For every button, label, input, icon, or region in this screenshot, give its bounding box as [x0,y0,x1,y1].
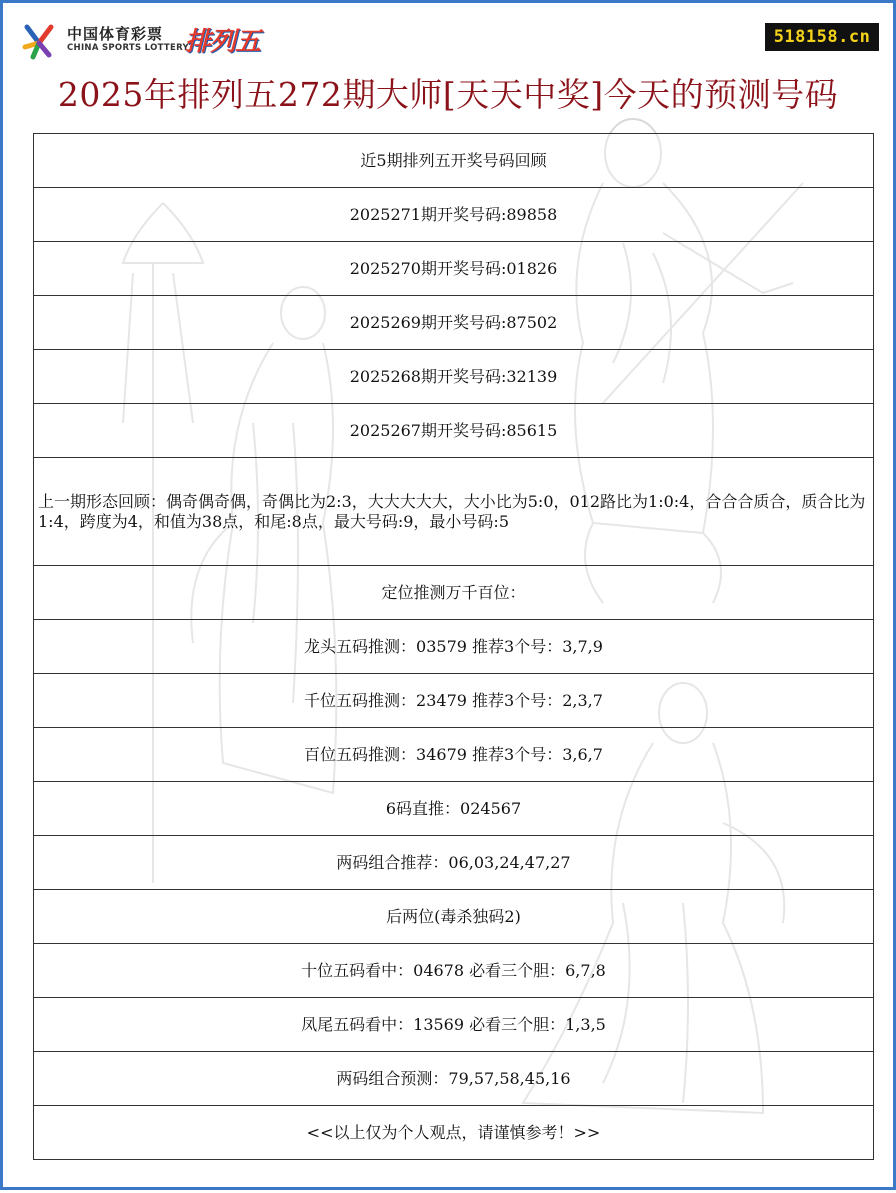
table-row [34,350,874,404]
china-sports-lottery-logo [19,19,289,63]
logo-chinese-text: 中国体育彩票 [67,25,164,43]
logo-english-text: CHINA SPORTS LOTTERY [67,43,189,53]
table-cell: 2025268期开奖号码:32139 [34,350,874,404]
table-cell: 龙头五码推测：03579 推荐3个号：3,7,9 [34,620,874,674]
table-cell: 2025269期开奖号码:87502 [34,296,874,350]
table-cell: 后两位(毒杀独码2) [34,890,874,944]
table-row [34,404,874,458]
header [3,3,893,133]
table-row [34,458,874,566]
table-row [34,944,874,998]
table-cell: 2025271期开奖号码:89858 [34,188,874,242]
prediction-table [33,133,874,1160]
table-row [34,134,874,188]
page-title: 2025年排列五272期大师[天天中奖]今天的预测号码 [57,75,839,114]
table-cell: 十位五码看中：04678 必看三个胆：6,7,8 [34,944,874,998]
table-row [34,242,874,296]
table-row [34,890,874,944]
table-cell: 6码直推：024567 [34,782,874,836]
table-row [34,1052,874,1106]
table-cell: 2025267期开奖号码:85615 [34,404,874,458]
table-cell: 两码组合预测：79,57,58,45,16 [34,1052,874,1106]
table-row [34,620,874,674]
table-row [34,674,874,728]
table-row [34,782,874,836]
table-row [34,188,874,242]
table-cell: 百位五码推测：34679 推荐3个号：3,6,7 [34,728,874,782]
logo-brand-text: 排列五 [185,27,261,57]
table-cell: 上一期形态回顾：偶奇偶奇偶，奇偶比为2:3，大大大大大，大小比为5:0，012路比为1:0:4，合合合质合，质合比为1:4，跨度为4，和值为38点，和尾:8点，最大号码:9，最小号码:5 [34,458,874,566]
table-row [34,1106,874,1160]
site-badge[interactable]: 518158.cn [765,23,879,51]
table-row [34,728,874,782]
table-cell: <<以上仅为个人观点，请谨慎参考！>> [34,1106,874,1160]
table-cell: 2025270期开奖号码:01826 [34,242,874,296]
table-row [34,566,874,620]
lottery-emblem-icon [19,21,59,61]
table-row [34,296,874,350]
table-cell: 千位五码推测：23479 推荐3个号：2,3,7 [34,674,874,728]
table-cell: 定位推测万千百位： [34,566,874,620]
table-cell: 两码组合推荐：06,03,24,47,27 [34,836,874,890]
table-cell: 近5期排列五开奖号码回顾 [34,134,874,188]
table-row [34,836,874,890]
table-cell: 凤尾五码看中：13569 必看三个胆：1,3,5 [34,998,874,1052]
table-row [34,998,874,1052]
